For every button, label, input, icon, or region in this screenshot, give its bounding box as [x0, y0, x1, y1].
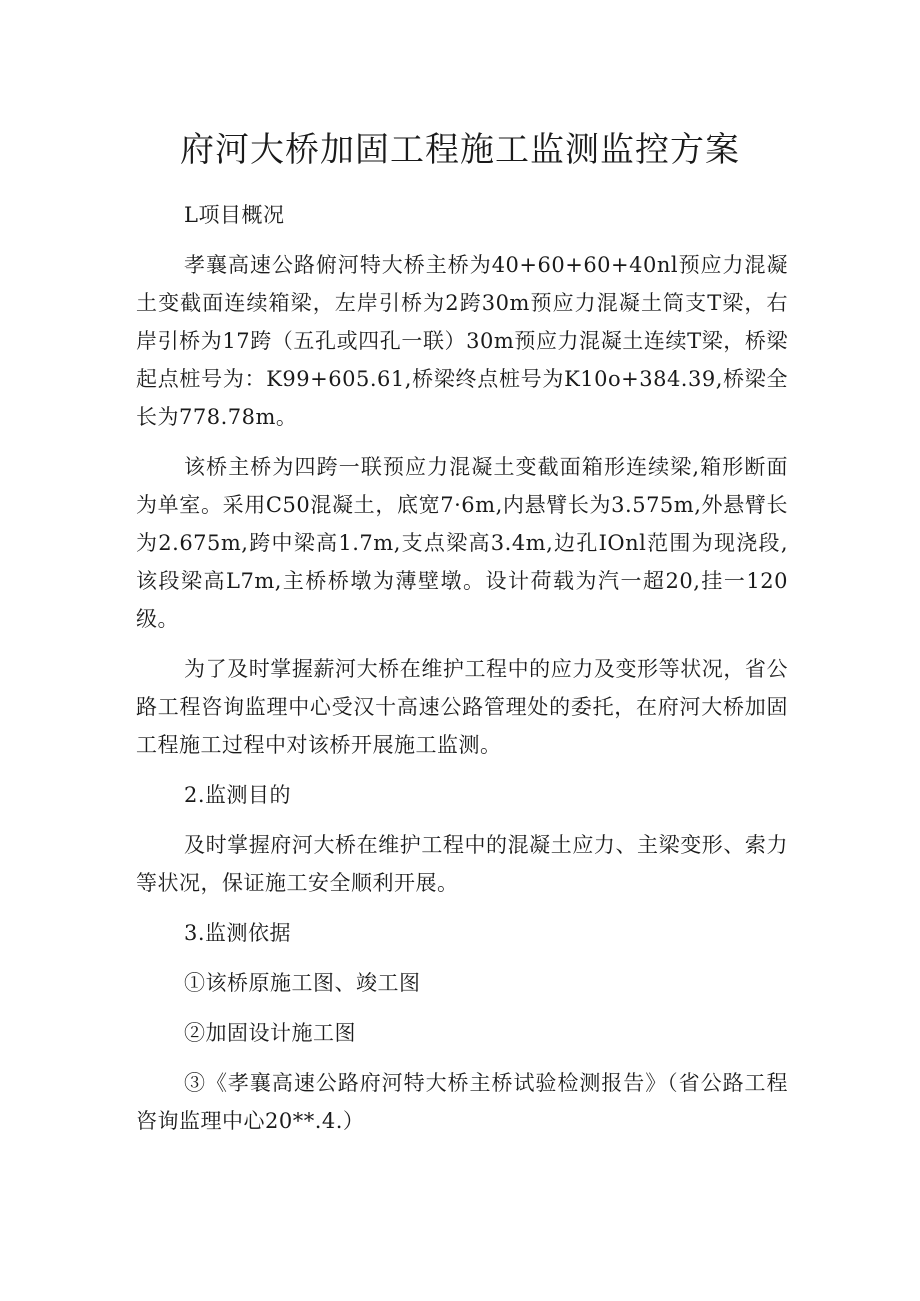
list-item-basis-3: ③《孝襄高速公路府河特大桥主桥试验检测报告》（省公路工程咨询监理中心20**.4.） — [136, 1071, 788, 1133]
paragraph-bridge-overview: 孝襄高速公路俯河特大桥主桥为40+60+60+40nl预应力混凝土变截面连续箱梁，左岸引桥为2跨30m预应力混凝土筒支T梁，右岸引桥为17跨（五孔或四孔一联）30m预应力混凝土连续T梁，桥梁起点桩号为：K99+605.61,桥梁终点桩号为K10o+384.39,桥梁全长为778.78m。 — [136, 253, 788, 429]
section-heading-purpose: 2.监测目的 — [184, 783, 292, 807]
paragraph-monitoring-commission: 为了及时掌握薪河大桥在维护工程中的应力及变形等状况，省公路工程咨询监理中心受汉十高速公路管理处的委托，在府河大桥加固工程施工过程中对该桥开展施工监测。 — [136, 657, 788, 757]
section-heading-overview: L项目概况 — [184, 203, 285, 227]
section-heading-basis: 3.监测依据 — [184, 921, 292, 945]
paragraph-main-bridge-structure: 该桥主桥为四跨一联预应力混凝土变截面箱形连续梁,箱形断面为单室。采用C50混凝土，底宽7·6m,内悬臂长为3.575m,外悬臂长为2.675m,跨中梁高1.7m,支点梁高3.4m,边孔IOnl范围为现浇段,该段梁高L7m,主桥桥墩为薄壁墩。设计荷载为汽一超20,挂一120级。 — [136, 455, 788, 631]
document-body — [136, 196, 788, 1140]
list-item-basis-2: ②加固设计施工图 — [184, 1021, 356, 1045]
document-title: 府河大桥加固工程施工监测监控方案 — [180, 130, 740, 170]
list-item-basis-1: ①该桥原施工图、竣工图 — [184, 971, 421, 995]
paragraph-monitoring-purpose: 及时掌握府河大桥在维护工程中的混凝土应力、主梁变形、索力等状况，保证施工安全顺利开展。 — [136, 833, 788, 895]
